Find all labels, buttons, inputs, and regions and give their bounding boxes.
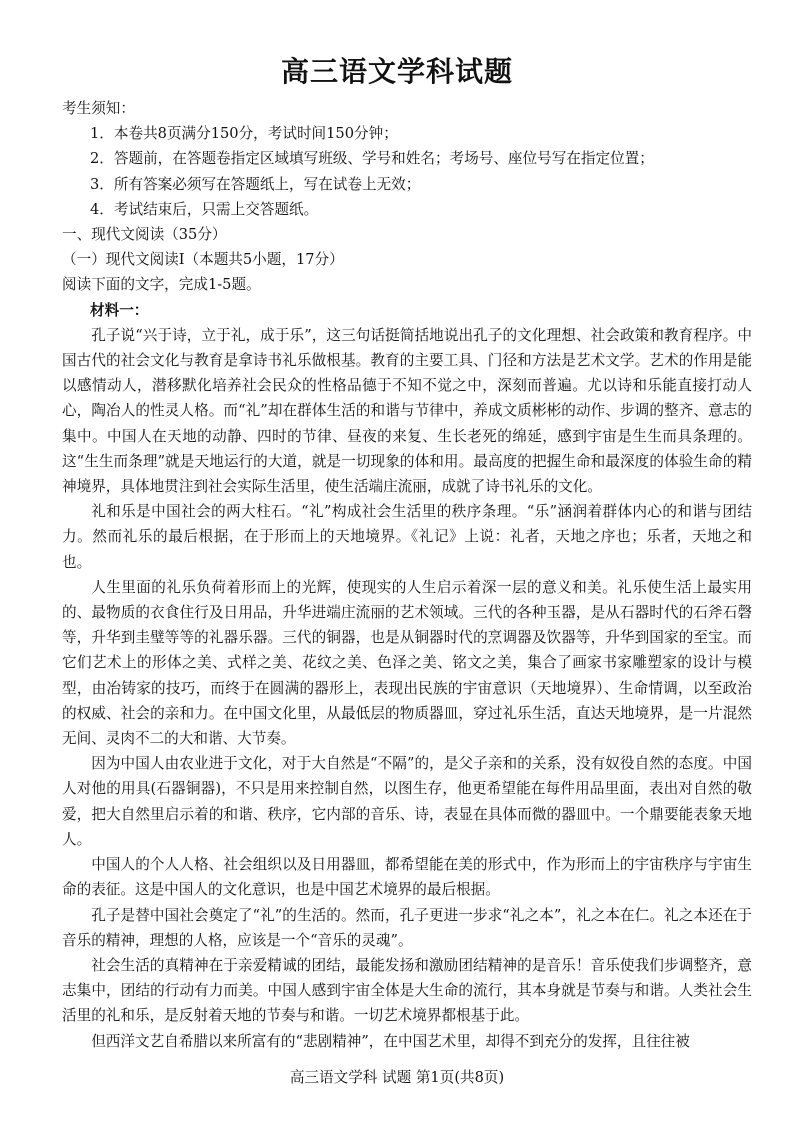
paragraph: 但西洋文艺自希腊以来所富有的“悲剧精神”，在中国艺术里，却得不到充分的发挥，且往往被 <box>91 1032 690 1050</box>
page-body <box>62 96 752 1054</box>
notice-item: 3．所有答案必须写在答题纸上，写在试卷上无效； <box>90 175 421 193</box>
notice-item: 4．考试结束后，只需上交答题纸。 <box>90 200 319 218</box>
paragraph: 社会生活的真精神在于亲爱精诚的团结，最能发扬和激励团结精神的是音乐！音乐使我们步调整齐，意志集中，团结的行动有力而美。中国人感到宇宙全体是大生命的流行，其本身就是节奏与和谐。人类社会生活里的礼和乐，是反射着天地的节奏与和谐。一切艺术境界都根基于此。 <box>62 956 752 1025</box>
page-footer: 高三语文学科 试题 第1页(共8页) <box>289 1069 505 1086</box>
notice-item: 2．答题前，在答题卷指定区域填写班级、学号和姓名；考场号、座位号写在指定位置； <box>90 150 654 168</box>
notice-item: 1．本卷共8页满分150分，考试时间150分钟； <box>90 125 398 143</box>
paragraph: 因为中国人由农业进于文化，对于大自然是“不隔”的，是父子亲和的关系，没有奴役自然的态度。中国人对他的用具(石器铜器)，不只是用来控制自然，以图生存，他更希望能在每件用品里面，表出对自然的敬爱，把大自然里启示着的和谐、秩序，它内部的音乐、诗，表显在具体而微的器皿中。一个鼎要能表象天地人。 <box>62 755 752 848</box>
sub-section-heading: （一）现代文阅读Ⅰ（本题共5小题，17分） <box>62 251 344 269</box>
paragraph: 人生里面的礼乐负荷着形而上的光辉，使现实的人生启示着深一层的意义和美。礼乐使生活上最实用的、最物质的衣食住行及日用品，升华进端庄流丽的艺术领域。三代的各种玉器，是从石器时代的石斧石磬等，升华到圭璧等等的礼器乐器。三代的铜器，也是从铜器时代的烹调器及饮器等，升华到国家的至宝。而它们艺术上的形体之美、式样之美、花纹之美、色泽之美、铭文之美，集合了画家书家雕塑家的设计与模型，由冶铸家的技巧，而终于在圆满的器形上，表现出民族的宇宙意识（天地境界）、生命情调，以至政治的权威、社会的亲和力。在中国文化里，从最低层的物质器皿，穿过礼乐生活，直达天地境界，是一片混然无间、灵肉不二的大和谐、大节奏。 <box>62 578 752 748</box>
section-heading: 一、现代文阅读（35分） <box>62 226 227 244</box>
page-title: 高三语文学科试题 <box>280 55 513 88</box>
paragraph: 中国人的个人人格、社会组织以及日用器皿，都希望能在美的形式中，作为形而上的宇宙秩序与宇宙生命的表征。这是中国人的文化意识，也是中国艺术境界的最后根据。 <box>62 856 752 899</box>
material-label: 材料一： <box>90 301 149 319</box>
notice-heading: 考生须知： <box>62 100 135 117</box>
paragraph: 孔子是替中国社会奠定了“礼”的生活的。然而，孔子更进一步求“礼之本”，礼之本在仁。礼之本还在于音乐的精神，理想的人格，应该是一个“音乐的灵魂”。 <box>62 906 752 949</box>
reading-instruction: 阅读下面的文字，完成1-5题。 <box>62 276 261 294</box>
paragraph: 孔子说“兴于诗，立于礼，成于乐”，这三句话挺简括地说出孔子的文化理想、社会政策和教育程序。中国古代的社会文化与教育是拿诗书礼乐做根基。教育的主要工具、门径和方法是艺术文学。艺术的作用是能以感情动人，潜移默化培养社会民众的性格品德于不知不觉之中，深刻而普遍。尤以诗和乐能直接打动人心，陶冶人的性灵人格。而“礼”却在群体生活的和谐与节律中，养成文质彬彬的动作、步调的整齐、意志的集中。中国人在天地的动静、四时的节律、昼夜的来复、生长老死的绵延，感到宇宙是生生而具条理的。这“生生而条理”就是天地运行的大道，就是一切现象的体和用。最高度的把握生命和最深度的体验生命的精神境界，具体地贯注到社会实际生活里，使生活端庄流丽，成就了诗书礼乐的文化。 <box>62 326 752 496</box>
paragraph: 礼和乐是中国社会的两大柱石。“礼”构成社会生活里的秩序条理。“乐”涵润着群体内心的和谐与团结力。然而礼乐的最后根据，在于形而上的天地境界。《礼记》上说：礼者，天地之序也；乐者，天地之和也。 <box>62 503 752 571</box>
